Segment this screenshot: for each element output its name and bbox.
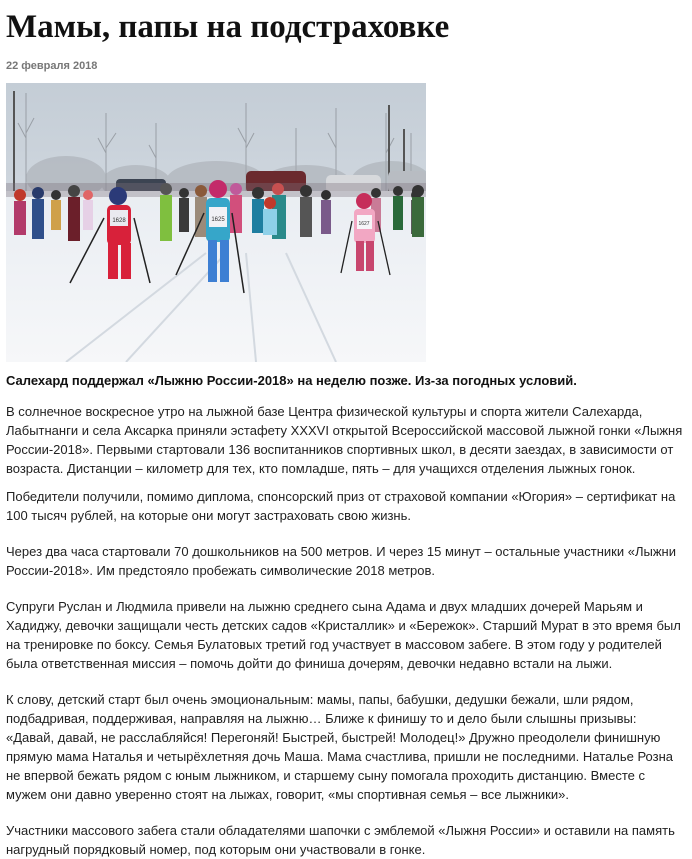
article bbox=[0, 8, 692, 859]
article-paragraph-4: Супруги Руслан и Людмила привели на лыжню среднего сына Адама и двух младших дочерей Марьям и Хадиджу, девочки защищали честь детских садов «Кристаллик» и «Бережок». Старший Мурат в это время был на тренировке по боксу. Семья Булатовых третий год участвует в массовом забеге. В этом году у родителей была ответственная миссия – помочь дойти до финиша дочерям, девочки недавно встали на лыжи. bbox=[6, 599, 681, 671]
article-lead: Салехард поддержал «Лыжню России-2018» на неделю позже. Из-за погодных условий. bbox=[6, 373, 577, 388]
article-paragraph-1: В солнечное воскресное утро на лыжной базе Центра физической культуры и спорта жители Салехарда, Лабытнанги и села Аксарка приняли эстафету XXXVI открытой Всероссийской массовой лыжной гонки «Лыжня России-2018». Первыми стартовали 136 воспитанников спортивных школ, в десяти заездах, в зависимости от возраста. Дистанции – километр для тех, кто помладше, пять – для учащихся отделения лыжных гонок. bbox=[6, 404, 683, 476]
article-paragraph-3: Через два часа стартовали 70 дошкольников на 500 метров. И через 15 минут – остальные участники «Лыжни России-2018». Им предстояло пробежать символические 2018 метров. bbox=[6, 544, 676, 578]
article-paragraph-2: Победители получили, помимо диплома, спонсорский приз от страховой компании «Югория» – сертификат на 100 тысяч рублей, на которые они могут застраховать свою жизнь. bbox=[6, 489, 676, 523]
article-paragraph-6: Участники массового забега стали обладателями шапочки с эмблемой «Лыжня России» и оставили на память нагрудный порядковый номер, под которым они участвовали в гонке. bbox=[6, 823, 675, 857]
bib-number-1: 1628 bbox=[112, 218, 126, 224]
article-date: 22 февраля 2018 bbox=[6, 60, 98, 72]
article-title: Мамы, папы на подстраховке bbox=[6, 9, 450, 45]
article-photo bbox=[6, 83, 426, 362]
bib-number-2: 1625 bbox=[211, 217, 225, 223]
bib-number-3: 1627 bbox=[358, 221, 370, 227]
article-paragraph-5: К слову, детский старт был очень эмоциональным: мамы, папы, бабушки, дедушки бежали, шли рядом, подбадривая, поддерживая, направляя на лыжню… Ближе к финишу то и дело были слышны призывы: «Давай, давай, не расслабляйся! Перегоняй! Быстрей, быстрей! Молодец!» Дружно преодолели финишную прямую мама Наталья и четырёхлетняя дочь Маша. Мама счастлива, пришли не последними. Наталье Розна не впервой бежать рядом с юным лыжником, и старшему сыну помогала проходить дистанцию. Вместе с мужем они давно уверенно стоят на лыжах, говорит, «мы спортивная семья – все лыжники». bbox=[6, 692, 674, 802]
